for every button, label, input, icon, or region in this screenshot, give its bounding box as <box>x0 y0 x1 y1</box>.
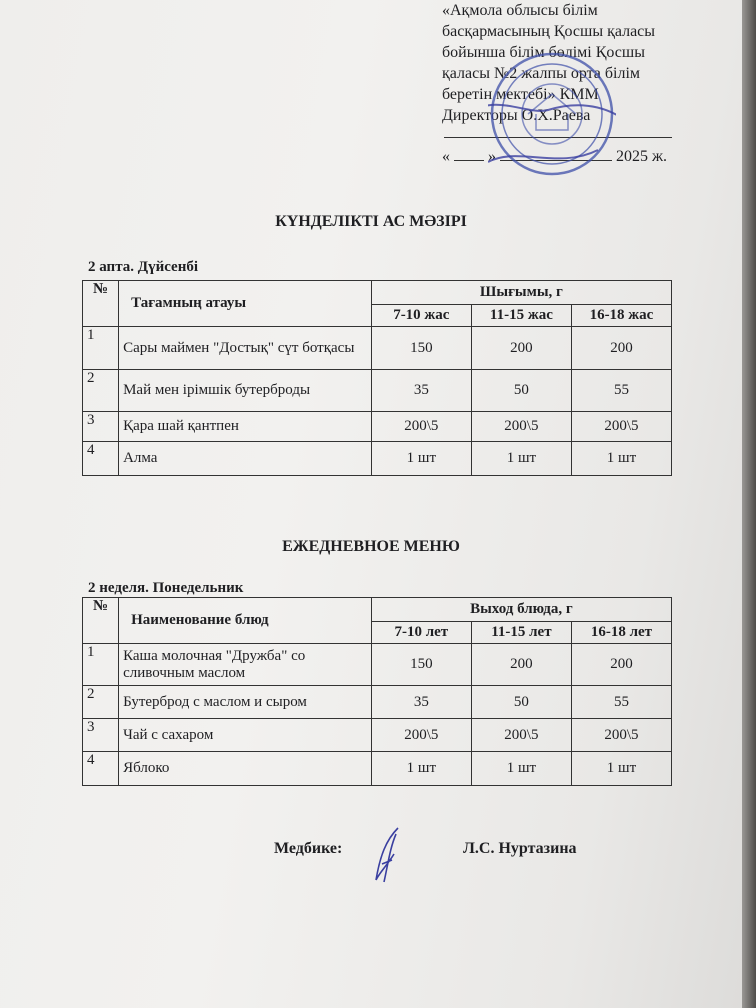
header-num: № <box>83 598 119 644</box>
row-number: 2 <box>83 370 119 412</box>
portion-value: 1 шт <box>571 752 671 786</box>
header-age-2: 11-15 жас <box>471 305 571 327</box>
dish-name: Бутерброд с маслом и сыром <box>119 686 372 719</box>
ru-menu-table <box>82 597 672 786</box>
ru-menu-title: ЕЖЕДНЕВНОЕ МЕНЮ <box>282 538 460 555</box>
portion-value: 200 <box>471 644 571 686</box>
approval-line: «Ақмола облысы білім <box>442 2 598 19</box>
header-dish-name: Наименование блюд <box>119 598 372 644</box>
portion-value: 200\5 <box>371 412 471 442</box>
dish-name: Каша молочная "Дружба" со сливочным маслом <box>119 644 372 686</box>
nurse-role-label: Медбике: <box>274 840 343 857</box>
portion-value: 1 шт <box>471 442 571 476</box>
kz-menu-table <box>82 280 672 476</box>
header-age-3: 16-18 лет <box>571 622 671 644</box>
portion-value: 55 <box>571 686 671 719</box>
header-dish-name: Тағамның атауы <box>119 281 372 327</box>
kz-menu-subtitle: 2 апта. Дүйсенбі <box>88 259 199 275</box>
dish-name: Чай с сахаром <box>119 719 372 752</box>
table-row <box>83 644 672 686</box>
table-row <box>83 412 672 442</box>
header-num: № <box>83 281 119 327</box>
table-row <box>83 719 672 752</box>
portion-value: 1 шт <box>371 752 471 786</box>
table-row <box>83 327 672 370</box>
approval-date: « » 2025 ж. <box>442 148 668 165</box>
school-stamp-seal <box>488 50 616 178</box>
table-row <box>83 752 672 786</box>
table-row <box>83 442 672 476</box>
portion-value: 150 <box>371 327 471 370</box>
background-edge <box>742 0 756 1008</box>
portion-value: 55 <box>571 370 671 412</box>
portion-value: 35 <box>371 370 471 412</box>
nurse-name: Л.С. Нуртазина <box>463 840 577 857</box>
portion-value: 50 <box>471 686 571 719</box>
dish-name: Қара шай қантпен <box>119 412 372 442</box>
portion-value: 1 шт <box>571 442 671 476</box>
portion-value: 200\5 <box>471 412 571 442</box>
header-output: Шығымы, г <box>371 281 671 305</box>
nurse-signature <box>368 824 408 888</box>
portion-value: 200\5 <box>571 412 671 442</box>
row-number: 3 <box>83 412 119 442</box>
portion-value: 150 <box>371 644 471 686</box>
row-number: 3 <box>83 719 119 752</box>
approval-line: бойынша білім бөлімі Қосшы <box>442 44 645 61</box>
header-age-3: 16-18 жас <box>571 305 671 327</box>
row-number: 4 <box>83 442 119 476</box>
portion-value: 35 <box>371 686 471 719</box>
row-number: 2 <box>83 686 119 719</box>
header-age-1: 7-10 лет <box>371 622 471 644</box>
table-row <box>83 370 672 412</box>
portion-value: 1 шт <box>471 752 571 786</box>
approval-line: басқармасының Қосшы қаласы <box>442 23 656 40</box>
dish-name: Алма <box>119 442 372 476</box>
portion-value: 50 <box>471 370 571 412</box>
dish-name: Сары маймен "Достық" сүт ботқасы <box>119 327 372 370</box>
header-age-2: 11-15 лет <box>471 622 571 644</box>
dish-name: Яблоко <box>119 752 372 786</box>
portion-value: 200 <box>471 327 571 370</box>
ru-menu-subtitle: 2 неделя. Понедельник <box>88 580 244 596</box>
header-output: Выход блюда, г <box>371 598 671 622</box>
portion-value: 200 <box>571 644 671 686</box>
portion-value: 200\5 <box>471 719 571 752</box>
portion-value: 200 <box>571 327 671 370</box>
director-line: Директоры О.Х.Раева <box>442 107 591 124</box>
kz-menu-title: КҮНДЕЛІКТІ АС МӘЗІРІ <box>275 213 467 230</box>
portion-value: 200\5 <box>571 719 671 752</box>
dish-name: Май мен ірімшік бутерброды <box>119 370 372 412</box>
row-number: 1 <box>83 644 119 686</box>
row-number: 1 <box>83 327 119 370</box>
row-number: 4 <box>83 752 119 786</box>
header-age-1: 7-10 жас <box>371 305 471 327</box>
approval-line: қаласы №2 жалпы орта білім <box>442 65 641 82</box>
table-row <box>83 686 672 719</box>
approval-year: 2025 ж. <box>616 148 668 165</box>
approval-line: беретін мектебі» КММ <box>442 86 599 103</box>
portion-value: 1 шт <box>371 442 471 476</box>
portion-value: 200\5 <box>371 719 471 752</box>
